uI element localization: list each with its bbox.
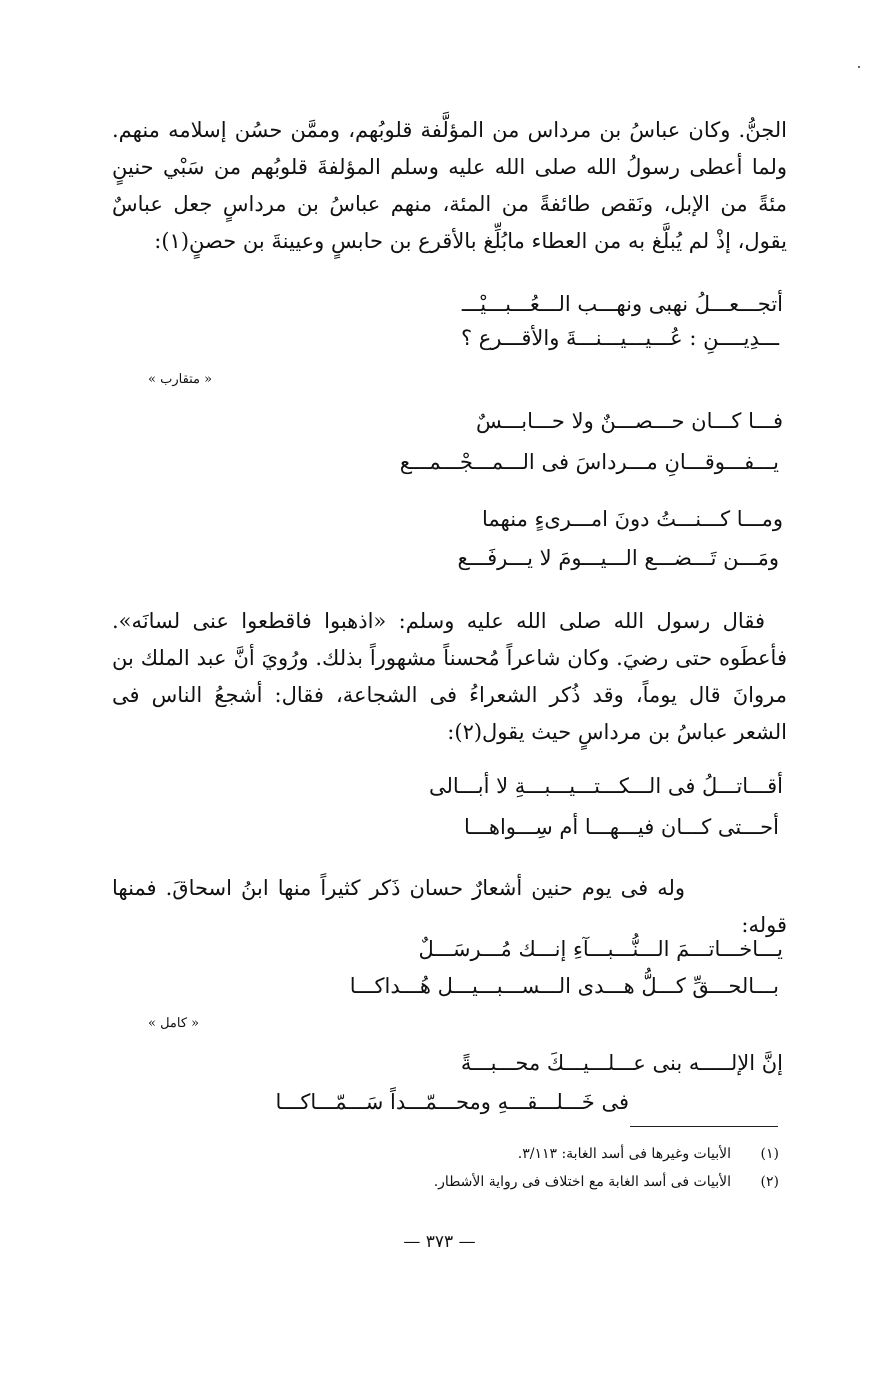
scan-speck <box>858 66 860 68</box>
verse-3-first-hemistich: ومـــا كـــنـــتُ دونَ امـــرىءٍ منهما <box>482 507 783 531</box>
verse-6-first-hemistich: إنَّ الإلـــــه بنى عـــلـــيـــكَ محـــبـــةً <box>460 1051 783 1075</box>
paragraph-1 <box>112 112 787 260</box>
verse-4-first-hemistich: أقـــاتـــلُ فى الـــكـــتـــيـــبـــةِ لا أبـــالى <box>429 774 783 798</box>
verse-1-first-hemistich: أتجـــعـــلُ نهبى ونهـــب الـــعُـــبـــيْـــ <box>461 292 783 316</box>
page-number: — ٣٧٣ — <box>403 1232 476 1252</box>
footnote-separator <box>630 1126 778 1127</box>
footnote-number: (١) <box>760 1146 779 1162</box>
meter-label-mutaqarib: « متقارب » <box>148 372 213 387</box>
verse-4-second-hemistich: أحـــتى كـــان فيـــهـــا أم سِـــواهـــا <box>464 815 779 839</box>
paragraph-text: الجنُّ. وكان عباسُ بن مرداس من المؤلَّفة قلوبُهم، وممَّن حسُن إسلامه منهم. ولما أعطى رسولُ الله صلى الله عليه وسلم المؤلفةَ قلوبُهم من سَبْي حنينٍ مئةً من الإبل، ونَقص طائفةً من المئة، منهم عباسُ بن مرداسٍ جعل عباسٌ يقول، إذْ لم يُبلَّغ به من العطاء مابُلِّغ بالأقرع بن حابسٍ وعيينةَ بن حصنٍ(١): <box>112 118 787 253</box>
verse-5-second-hemistich: بـــالحـــقِّ كـــلُّ هـــدى الـــســـبـــيـــل هُـــداكـــا <box>349 974 779 998</box>
paragraph-3 <box>112 870 787 944</box>
footnote-number: (٢) <box>760 1174 779 1190</box>
paragraph-text: وله فى يوم حنين أشعارٌ حسان ذَكر كثيراً منها ابنُ اسحاقَ. فمنها قوله: <box>112 876 787 937</box>
verse-5-first-hemistich: يـــاخـــاتـــمَ الـــنُّـــبـــآءِ إنـــك مُـــرسَـــلٌ <box>418 937 783 961</box>
footnote-1 <box>518 1142 779 1166</box>
meter-label-kamil: « كامل » <box>148 1016 200 1031</box>
verse-2-first-hemistich: فـــا كـــان حـــصـــنٌ ولا حـــابـــسٌ <box>476 409 783 433</box>
footnote-text: الأبيات وغيرها فى أسد الغابة: ٣/١١٣. <box>517 1146 731 1162</box>
verse-2-second-hemistich: يـــفـــوقـــانِ مـــرداسَ فى الـــمـــجْـــمـــع <box>399 450 779 474</box>
footnote-text: الأبيات فى أسد الغابة مع اختلاف فى رواية الأشطار. <box>433 1174 731 1190</box>
paragraph-text: فقال رسول الله صلى الله عليه وسلم: «اذهبوا فاقطعوا عنى لسانَه». فأعطَوه حتى رضيَ. وكان شاعراً مُحسناً مشهوراً بذلك. ورُويَ أنَّ عبد الملك بن مروانَ قال يوماً، وقد ذُكر الشعراءُ فى الشجاعة، فقال: أشجعُ الناس فى الشعر عباسُ بن مرداسٍ حيث يقول(٢): <box>112 609 787 744</box>
verse-6-second-hemistich: فى خَـــلـــقـــهِ ومحـــمّـــداً سَـــمّـــاكـــا <box>275 1090 629 1114</box>
footnote-2 <box>434 1170 779 1194</box>
verse-3-second-hemistich: ومَـــن تَـــضـــع الـــيـــومَ لا يـــرفَـــع <box>457 546 779 570</box>
paragraph-2 <box>112 603 787 751</box>
verse-1-second-hemistich: ـــدِيــــنِ : عُـــيـــيـــنـــةَ والأقـــرع ؟ <box>460 326 779 350</box>
